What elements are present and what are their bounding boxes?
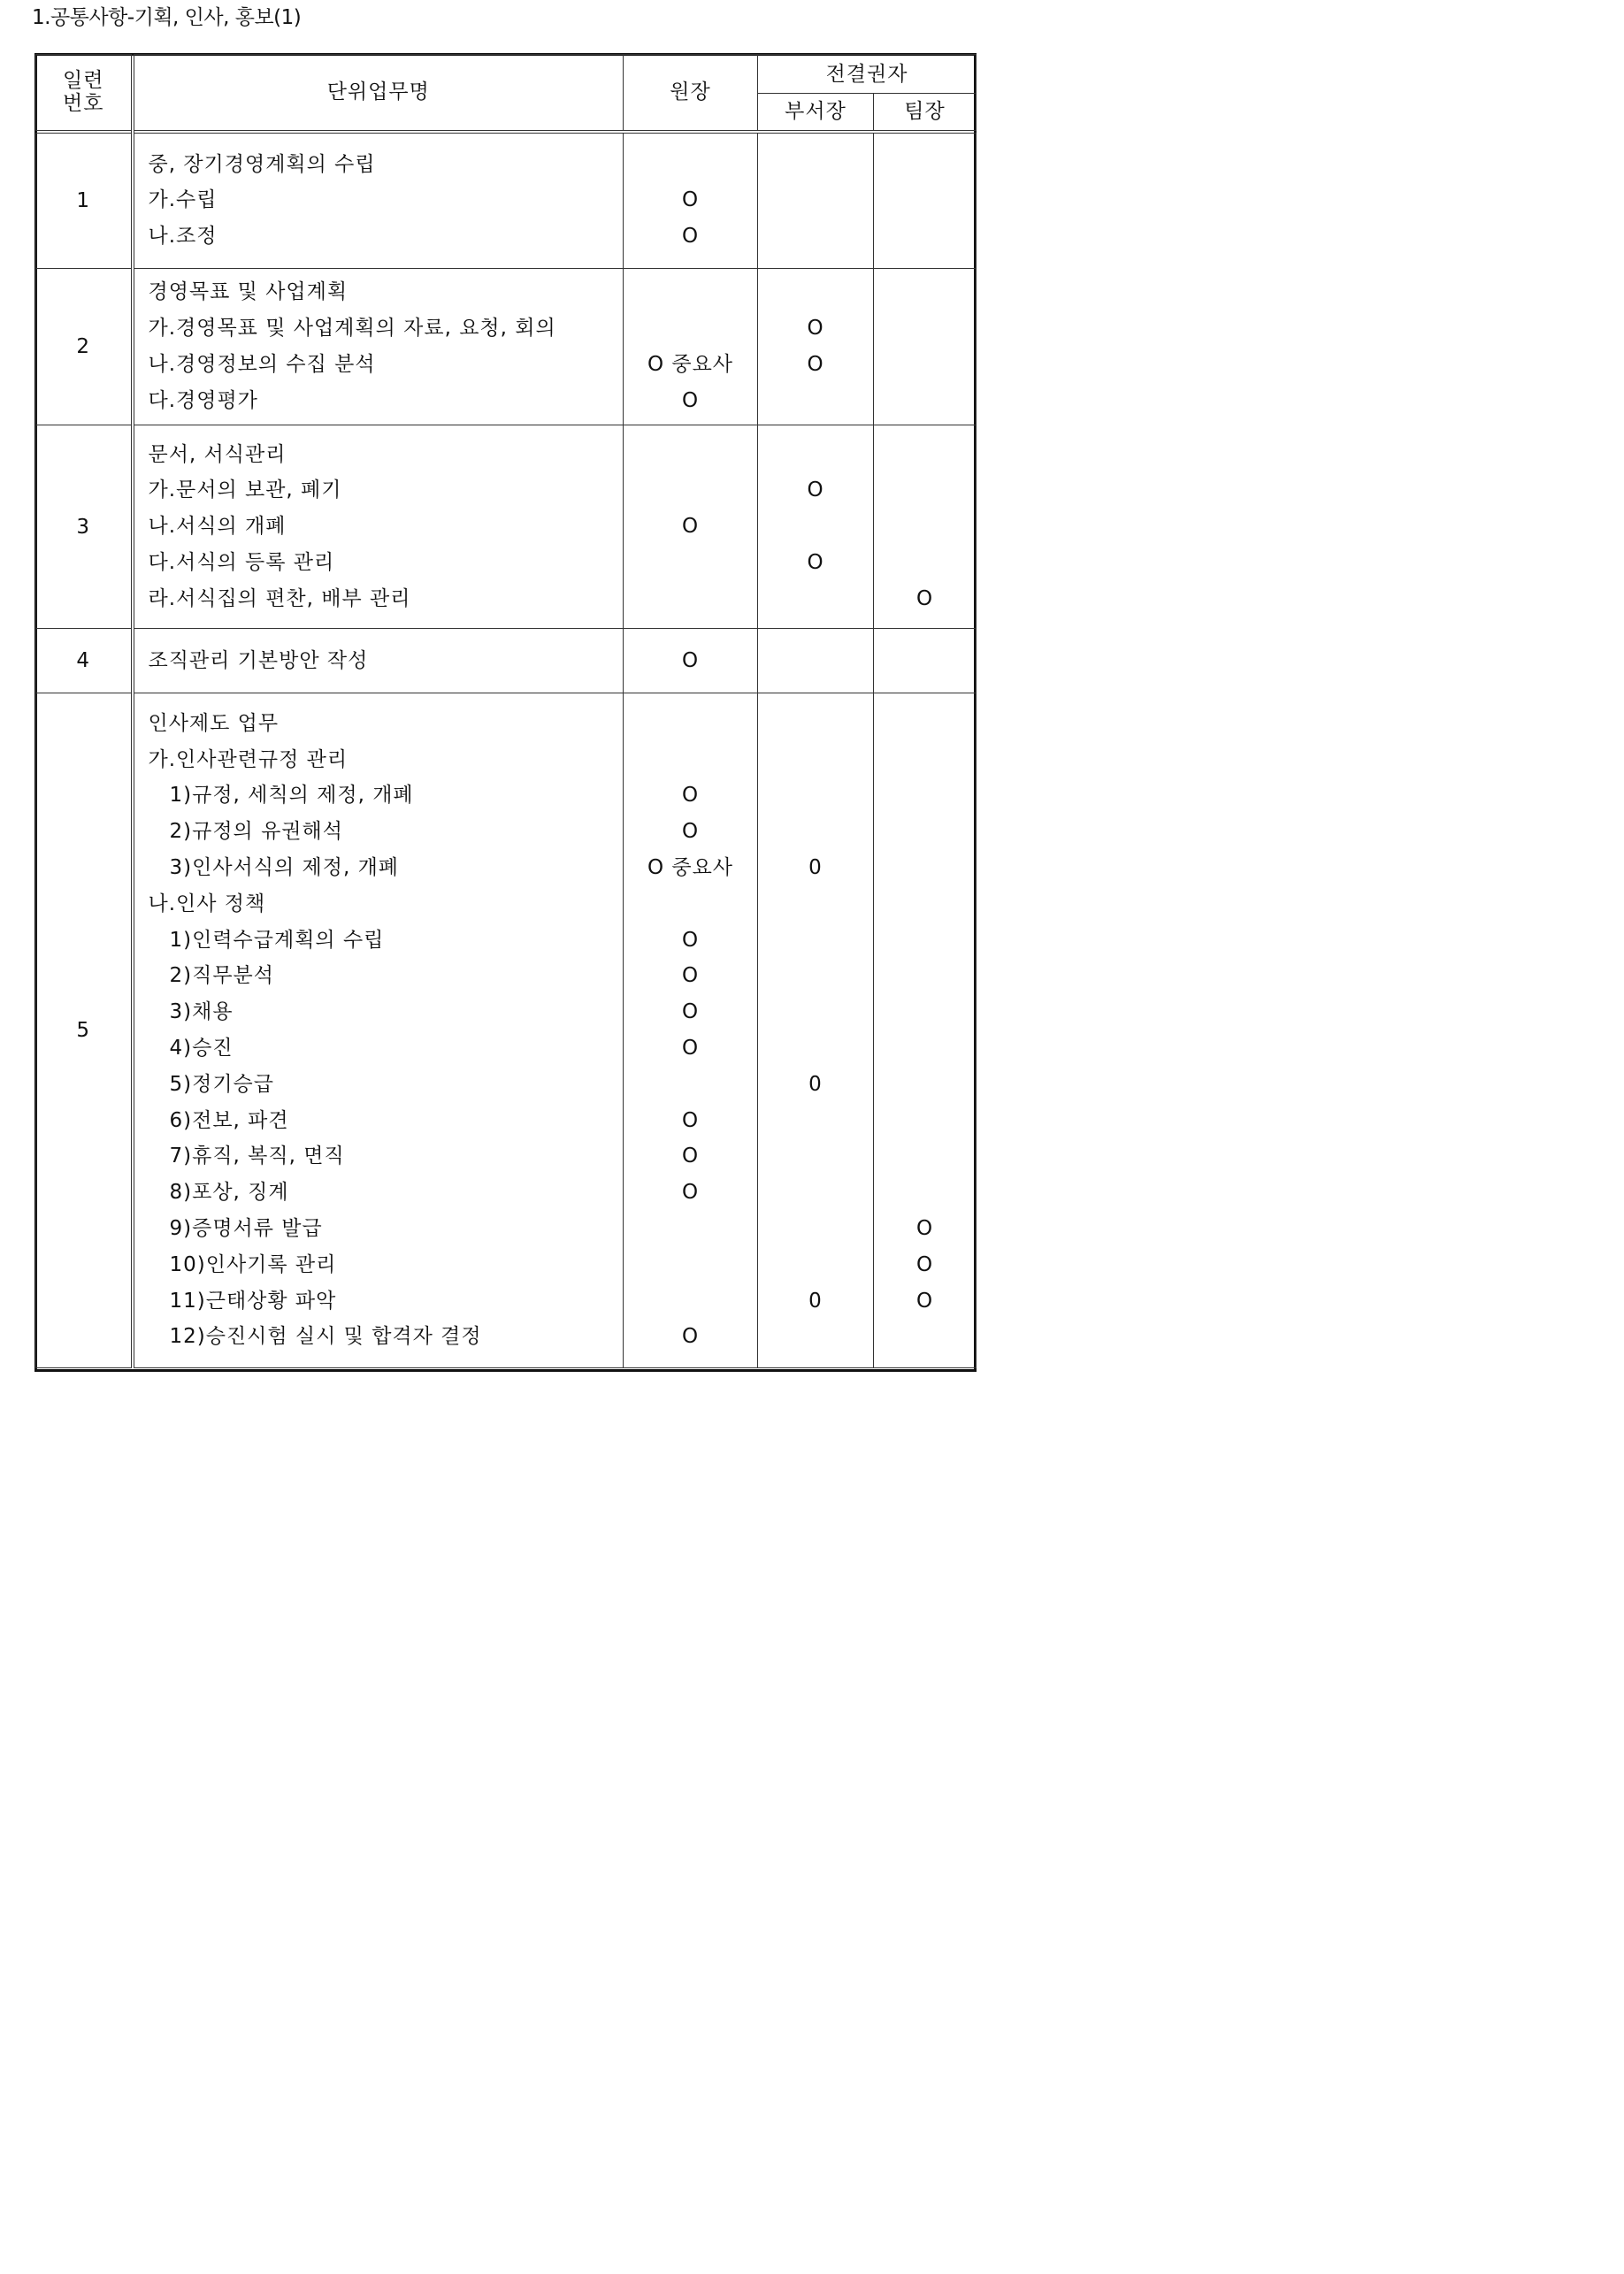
team-lead-mark (874, 509, 976, 545)
table-body (36, 132, 977, 1368)
task-line: 인사제도 업무 (148, 711, 280, 735)
director-mark (624, 274, 757, 310)
director-mark: O (681, 225, 700, 249)
director-cell (624, 132, 758, 269)
team-lead-mark (874, 218, 976, 255)
task-line: 조직관리 기본방안 작성 (148, 648, 369, 672)
task-cell (133, 629, 624, 693)
header-dept-head: 부서장 (758, 94, 874, 132)
director-mark: O (681, 1108, 700, 1132)
team-lead-cell (874, 425, 977, 629)
director-cell (624, 269, 758, 425)
table-row (36, 629, 977, 693)
task-cell (133, 425, 624, 629)
team-lead-mark (874, 1175, 976, 1211)
header-serial-number (36, 55, 133, 132)
dept-head-mark (758, 886, 873, 923)
row-number: 5 (36, 693, 133, 1368)
dept-head-cell (758, 425, 874, 629)
dept-head-mark (758, 777, 873, 814)
team-lead-mark (874, 850, 976, 886)
dept-head-mark (758, 147, 873, 183)
dept-head-mark (758, 182, 873, 218)
team-lead-mark (874, 814, 976, 850)
task-line: 나.서식의 개폐 (148, 515, 287, 539)
task-line: 나.경영정보의 수집 분석 (148, 353, 376, 376)
team-lead-mark (874, 1030, 976, 1067)
director-mark: O (681, 1325, 700, 1349)
director-mark (624, 437, 757, 473)
task-line: 중, 장기경영계획의 수립 (148, 152, 376, 176)
task-line: 10)인사기록 관리 (169, 1252, 337, 1276)
task-line: 2)직무분석 (169, 964, 274, 988)
team-lead-mark (874, 1067, 976, 1103)
director-mark: O (681, 1037, 700, 1060)
director-mark (624, 545, 757, 581)
team-lead-mark (874, 147, 976, 183)
dept-head-cell (758, 132, 874, 269)
dept-head-mark (758, 437, 873, 473)
team-lead-mark: O (915, 586, 934, 610)
team-lead-mark (874, 923, 976, 959)
dept-head-mark (758, 814, 873, 850)
dept-head-mark (758, 383, 873, 419)
director-mark: O (681, 1145, 700, 1168)
table-row (36, 425, 977, 629)
task-line: 가.경영목표 및 사업계획의 자료, 요청, 회의 (148, 317, 556, 341)
team-lead-mark (874, 643, 976, 679)
row-number: 3 (36, 425, 133, 629)
team-lead-mark (874, 706, 976, 742)
team-lead-mark (874, 742, 976, 778)
header-serial-line1: 일련 (63, 69, 104, 93)
director-cell (624, 693, 758, 1368)
director-mark (624, 1067, 757, 1103)
task-line: 4)승진 (169, 1037, 234, 1060)
director-mark (624, 310, 757, 347)
dept-head-mark: O (807, 550, 824, 574)
team-lead-cell (874, 629, 977, 693)
team-lead-mark (874, 182, 976, 218)
director-mark: O (681, 928, 700, 952)
director-mark (624, 886, 757, 923)
team-lead-mark (874, 1103, 976, 1139)
task-line: 가.문서의 보관, 폐기 (148, 479, 342, 502)
director-mark: O (681, 1181, 700, 1205)
director-mark: O (681, 1000, 700, 1024)
team-lead-cell (874, 132, 977, 269)
dept-head-mark (758, 274, 873, 310)
task-line: 12)승진시험 실시 및 합격자 결정 (169, 1325, 482, 1349)
team-lead-mark: O (915, 1289, 934, 1313)
dept-head-mark (758, 1211, 873, 1247)
director-mark (624, 147, 757, 183)
director-mark: O (681, 388, 700, 412)
dept-head-mark (758, 1175, 873, 1211)
task-line: 경영목표 및 사업계획 (148, 280, 349, 304)
header-delegate: 전결권자 (758, 55, 977, 94)
dept-head-mark (758, 1103, 873, 1139)
task-line: 문서, 서식관리 (148, 442, 287, 466)
task-line: 1)인력수급계획의 수립 (169, 928, 385, 952)
team-lead-cell (874, 693, 977, 1368)
team-lead-mark (874, 777, 976, 814)
dept-head-mark: O (807, 317, 824, 341)
director-mark: O (681, 784, 700, 808)
task-line: 나.조정 (148, 225, 218, 249)
director-mark (624, 581, 757, 617)
dept-head-mark (758, 923, 873, 959)
task-line: 3)채용 (169, 1000, 234, 1024)
director-mark (624, 1211, 757, 1247)
task-line: 5)정기승급 (169, 1072, 274, 1096)
team-lead-mark: O (915, 1252, 934, 1276)
task-cell (133, 693, 624, 1368)
header-team-lead: 팀장 (874, 94, 977, 132)
dept-head-mark (758, 742, 873, 778)
task-line: 라.서식집의 편찬, 배부 관리 (148, 586, 411, 610)
dept-head-mark: 0 (808, 1289, 823, 1313)
row-number: 2 (36, 269, 133, 425)
team-lead-mark (874, 958, 976, 994)
director-mark (624, 1247, 757, 1283)
row-number: 1 (36, 132, 133, 269)
dept-head-mark (758, 958, 873, 994)
header-task-name: 단위업무명 (133, 55, 624, 132)
task-line: 11)근태상황 파악 (169, 1289, 337, 1313)
dept-head-mark (758, 994, 873, 1030)
team-lead-mark (874, 1319, 976, 1355)
document-heading: 1.공통사항-기획, 인사, 홍보(1) (32, 6, 302, 29)
task-line: 7)휴직, 복직, 면직 (169, 1145, 345, 1168)
dept-head-mark: O (807, 353, 824, 376)
task-cell (133, 269, 624, 425)
table-row (36, 693, 977, 1368)
dept-head-cell (758, 693, 874, 1368)
dept-head-mark (758, 509, 873, 545)
delegation-table (35, 54, 977, 1368)
director-mark: O 중요사 (647, 353, 734, 376)
dept-head-mark: 0 (808, 1072, 823, 1096)
director-mark: O (681, 820, 700, 844)
dept-head-mark: 0 (808, 856, 823, 880)
team-lead-mark (874, 994, 976, 1030)
task-line: 2)규정의 유권해석 (169, 820, 343, 844)
task-line: 1)규정, 세칙의 제정, 개폐 (169, 784, 414, 808)
team-lead-mark: O (915, 1216, 934, 1240)
director-mark: O (681, 188, 700, 212)
team-lead-mark (874, 886, 976, 923)
dept-head-mark (758, 581, 873, 617)
dept-head-mark: O (807, 479, 824, 502)
director-mark (624, 742, 757, 778)
row-number: 4 (36, 629, 133, 693)
task-line: 9)증명서류 발급 (169, 1216, 323, 1240)
team-lead-cell (874, 269, 977, 425)
dept-head-mark (758, 643, 873, 679)
dept-head-mark (758, 1030, 873, 1067)
task-line: 3)인사서식의 제정, 개폐 (169, 856, 400, 880)
task-line: 6)전보, 파견 (169, 1108, 289, 1132)
task-cell (133, 132, 624, 269)
dept-head-mark (758, 706, 873, 742)
task-line: 가.인사관련규정 관리 (148, 747, 349, 771)
director-mark: O (681, 648, 700, 672)
director-cell (624, 425, 758, 629)
team-lead-mark (874, 1138, 976, 1175)
director-mark: O (681, 515, 700, 539)
dept-head-cell (758, 269, 874, 425)
team-lead-mark (874, 274, 976, 310)
dept-head-mark (758, 1319, 873, 1355)
task-line: 다.경영평가 (148, 388, 258, 412)
director-mark (624, 1283, 757, 1320)
task-line: 8)포상, 징계 (169, 1181, 289, 1205)
team-lead-mark (874, 310, 976, 347)
director-mark: O (681, 964, 700, 988)
dept-head-mark (758, 1138, 873, 1175)
team-lead-mark (874, 472, 976, 509)
task-line: 가.수립 (148, 188, 218, 212)
task-line: 다.서식의 등록 관리 (148, 550, 335, 574)
director-mark: O 중요사 (647, 856, 734, 880)
director-mark (624, 706, 757, 742)
team-lead-mark (874, 347, 976, 383)
task-line: 나.인사 정책 (148, 892, 266, 915)
dept-head-cell (758, 629, 874, 693)
dept-head-mark (758, 218, 873, 255)
director-mark (624, 472, 757, 509)
table-row (36, 269, 977, 425)
team-lead-mark (874, 437, 976, 473)
dept-head-mark (758, 1247, 873, 1283)
team-lead-mark (874, 545, 976, 581)
table-row (36, 132, 977, 269)
header-director: 원장 (624, 55, 758, 132)
team-lead-mark (874, 383, 976, 419)
header-serial-line2: 번호 (63, 92, 104, 116)
director-cell (624, 629, 758, 693)
